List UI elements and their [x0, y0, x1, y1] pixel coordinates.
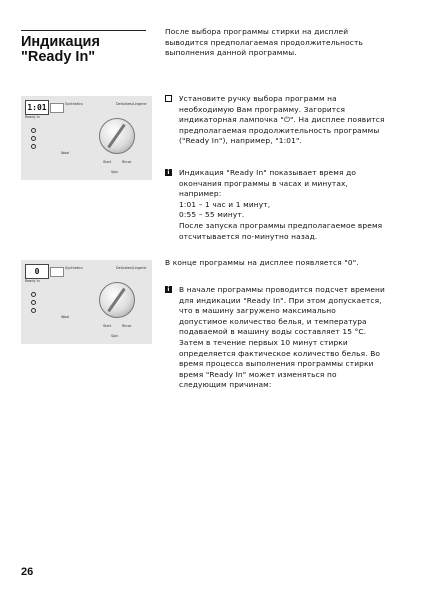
- heading-rule: [21, 30, 146, 31]
- panel-button-icon: [31, 292, 36, 297]
- program-dial-icon: [99, 282, 135, 318]
- intro-text: После выбора программы стирки на дисплей выводится предполагаемая продолжительность выполнения данной программы.: [165, 27, 363, 58]
- panel-label-wool: Wool: [61, 151, 70, 155]
- panel-button-icon: [31, 128, 36, 133]
- panel-display: 0: [25, 264, 49, 279]
- panel-label-delicates: Delicates/Lingerie: [116, 266, 147, 270]
- control-panel-illustration-2: [21, 260, 152, 344]
- panel-label-synthetics: Synthetics: [65, 102, 83, 106]
- panel-label-spin: Spin: [111, 334, 119, 338]
- panel-label-delicates: Delicates/Lingerie: [116, 102, 147, 106]
- note-1-example-1: 1:01 – 1 час и 1 минут,: [179, 199, 271, 209]
- note-2-text: В начале программы проводится подсчет времени для индикации "Ready In". При этом допускается, что в машину загружено максимально допустимое количество белья, и температура подаваемой в машину воды составляет 15 °C. Затем в течение первых 10 минут стирки определяется фактическое количество белья. Во время процесса выполнения программы стирки время "Ready In" может изменяться по следующим причинам:: [179, 285, 385, 390]
- end-text: В конце программы на дисплее появляется "0".: [165, 258, 359, 267]
- panel-label-spin: Spin: [111, 170, 119, 174]
- step-1-text: Установите ручку выбора программ на необходимую Вам программу. Загорится индикаторная лампочка "⏻". На дисплее появится предполагаемая продолжительность программы ("Ready In"), например, "1:01".: [179, 94, 385, 146]
- panel-secondary-display: [50, 267, 64, 277]
- section-heading: [21, 35, 151, 65]
- heading-line-2: "Ready In": [21, 49, 96, 65]
- heading-line-1: Индикация: [21, 34, 100, 50]
- end-paragraph: [165, 258, 385, 269]
- panel-label-ready: Ready In: [25, 115, 40, 119]
- panel-secondary-display: [50, 103, 64, 113]
- program-dial-icon: [99, 118, 135, 154]
- panel-label-synthetics: Synthetics: [65, 266, 83, 270]
- intro-paragraph: [165, 27, 385, 59]
- panel-button-icon: [31, 300, 36, 305]
- checkbox-bullet-icon: [165, 95, 172, 102]
- panel-label-ready: Ready In: [25, 279, 40, 283]
- note-2: [165, 285, 385, 391]
- panel-display: 1:01: [25, 100, 49, 115]
- note-1: [165, 168, 385, 242]
- note-1-lead: Индикация "Ready In" показывает время до окончания программы в часах и минутах, например:: [179, 168, 356, 199]
- panel-button-icon: [31, 308, 36, 313]
- note-1-example-2: 0:55 – 55 минут.: [179, 210, 245, 220]
- note-1-item: [165, 168, 385, 242]
- page-number: 26: [21, 566, 34, 578]
- note-2-item: [165, 285, 385, 391]
- note-icon: i: [165, 286, 172, 293]
- panel-button-icon: [31, 136, 36, 141]
- panel-label-start: Start: [103, 160, 112, 164]
- note-icon: i: [165, 169, 172, 176]
- panel-button-icon: [31, 144, 36, 149]
- panel-label-start: Start: [103, 324, 112, 328]
- panel-label-rinse: Rinse: [122, 160, 132, 164]
- step-1: [165, 94, 385, 147]
- note-1-tail: После запуска программы предполагаемое время отсчитывается по-минутно назад.: [179, 220, 383, 241]
- panel-label-rinse: Rinse: [122, 324, 132, 328]
- control-panel-illustration-1: [21, 96, 152, 180]
- panel-label-wool: Wool: [61, 315, 70, 319]
- step-1-item: [165, 94, 385, 147]
